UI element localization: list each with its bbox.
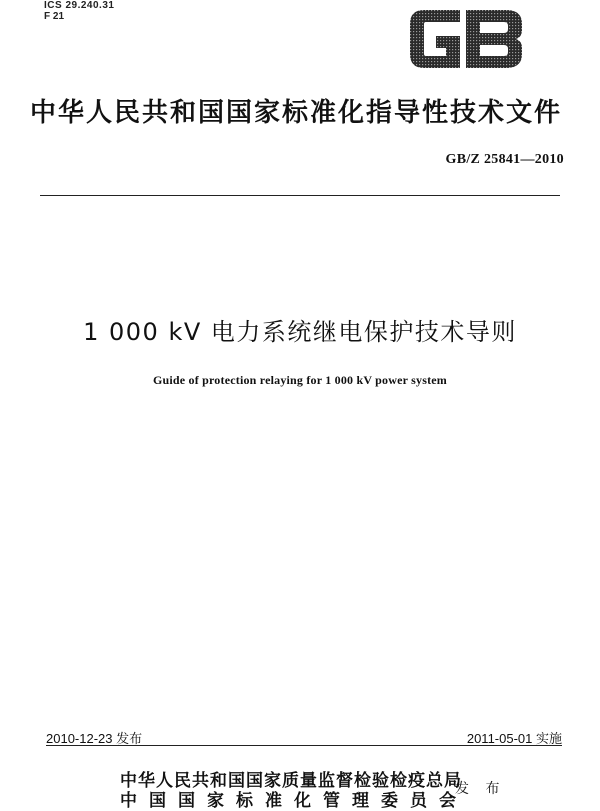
bottom-divider — [46, 745, 562, 746]
implementation-date: 2011-05-01 实施 — [466, 731, 562, 746]
english-title: Guide of protection relaying for 1 000 kV power system — [152, 373, 447, 387]
issuer-sac: 中国国家标准化管理委员会 — [120, 791, 468, 811]
issuer-aqsiq: 中华人民共和国国家质量监督检验检疫总局 — [120, 771, 462, 791]
issue-date: 2010-12-23 发布 — [46, 731, 143, 746]
gb-national-standard-logo-icon — [404, 4, 528, 74]
document-title: 1 000 kV 电力系统继电保护技术导则 — [83, 318, 517, 346]
top-divider — [40, 195, 560, 196]
document-category-title: 中华人民共和国国家标准化指导性技术文件 — [30, 98, 563, 128]
ccs-code: F 21 — [44, 11, 65, 22]
standard-code: GB/Z 25841—2010 — [445, 152, 564, 167]
ics-code: ICS 29.240.31 — [44, 0, 115, 11]
publish-label: 发 布 — [455, 781, 506, 797]
